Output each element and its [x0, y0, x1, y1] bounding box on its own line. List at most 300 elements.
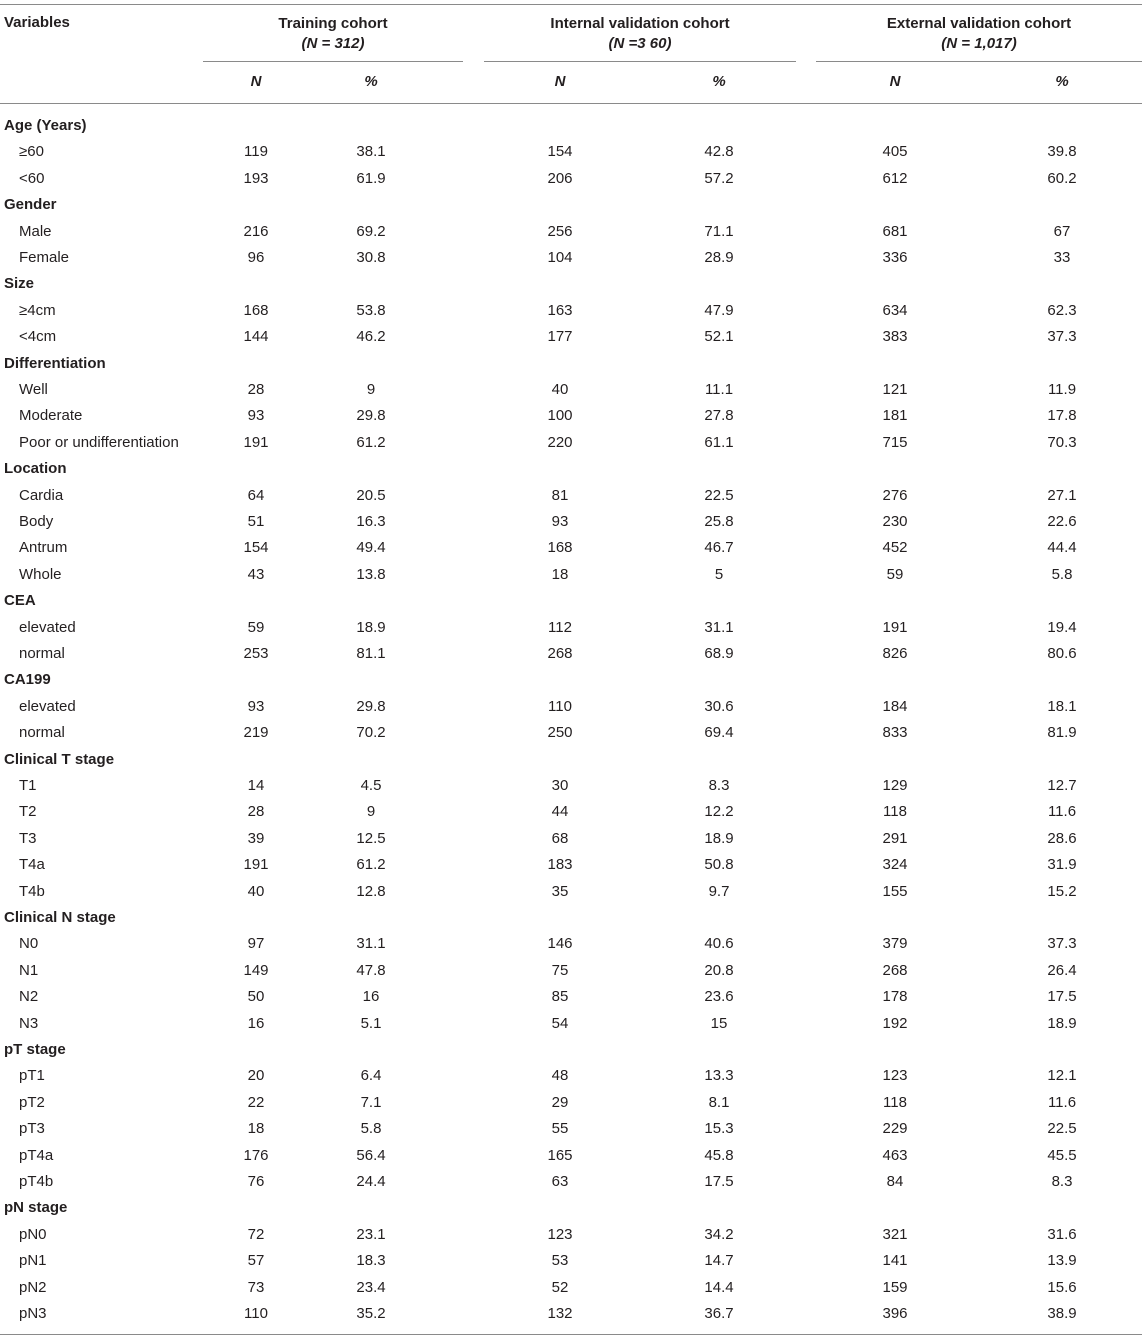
- category-label: Location: [4, 460, 67, 478]
- group-title: Training cohort: [278, 15, 388, 32]
- group-rule: [484, 61, 796, 62]
- row-label: ≥4cm: [19, 301, 56, 319]
- percent-cell: 81.1: [356, 645, 386, 662]
- percent-cell: 46.7: [704, 539, 734, 557]
- percent-cell: 13.3: [704, 1067, 734, 1085]
- count-cell: 20: [247, 1067, 265, 1085]
- percent-cell: 46.2: [356, 328, 386, 346]
- row-label: T4a: [19, 856, 45, 874]
- subheader-n: N: [889, 73, 901, 90]
- category-label: pT stage: [4, 1041, 66, 1058]
- row-label: pT1: [19, 1067, 45, 1085]
- count-cell: 219: [243, 724, 269, 742]
- percent-cell: 18.9: [356, 618, 386, 636]
- percent-cell: 28.9: [704, 249, 734, 266]
- percent-cell: 47.9: [704, 301, 734, 319]
- count-cell: 612: [882, 169, 908, 187]
- count-cell: 39: [247, 829, 265, 847]
- count-cell: 64: [247, 486, 265, 504]
- percent-cell: 13.8: [356, 565, 386, 583]
- count-cell: 181: [882, 407, 908, 425]
- row-label: elevated: [19, 697, 76, 715]
- percent-cell: 5.8: [360, 1120, 382, 1138]
- count-cell: 123: [882, 1067, 908, 1085]
- count-cell: 452: [882, 539, 908, 557]
- percent-cell: 8.3: [1051, 1173, 1073, 1190]
- percent-cell: 18.1: [1047, 697, 1077, 715]
- group-n-label: (N =3 60): [608, 35, 672, 52]
- count-cell: 35: [551, 882, 569, 900]
- row-label: N0: [19, 935, 39, 953]
- percent-cell: 11.9: [1047, 381, 1077, 398]
- percent-cell: 23.4: [356, 1278, 386, 1296]
- row-label: Well: [19, 381, 48, 398]
- count-cell: 681: [882, 222, 908, 240]
- count-cell: 826: [882, 645, 908, 662]
- count-cell: 40: [551, 381, 569, 398]
- table-row: [0, 615, 1145, 641]
- table-row: [0, 1011, 1145, 1037]
- percent-cell: 20.5: [356, 486, 386, 504]
- percent-cell: 22.6: [1047, 513, 1077, 530]
- row-label: pN2: [19, 1278, 47, 1296]
- row-label: <4cm: [19, 328, 57, 346]
- category-row: [0, 456, 1145, 482]
- count-cell: 149: [243, 961, 269, 979]
- percent-cell: 29.8: [356, 697, 386, 715]
- percent-cell: 23.6: [704, 988, 734, 1006]
- percent-cell: 70.2: [356, 724, 386, 742]
- row-label: pT2: [19, 1093, 45, 1111]
- count-cell: 40: [247, 882, 265, 900]
- table-row: [0, 324, 1145, 350]
- percent-cell: 11.1: [704, 381, 734, 398]
- percent-cell: 53.8: [356, 301, 386, 319]
- count-cell: 53: [551, 1252, 569, 1270]
- row-label: Moderate: [19, 407, 83, 425]
- percent-cell: 39.8: [1047, 143, 1077, 161]
- percent-cell: 70.3: [1047, 433, 1077, 451]
- count-cell: 154: [547, 143, 573, 161]
- percent-cell: 62.3: [1047, 301, 1077, 319]
- row-label: Whole: [19, 565, 62, 583]
- percent-cell: 5.1: [360, 1014, 382, 1032]
- count-cell: 43: [247, 565, 265, 583]
- count-cell: 155: [882, 882, 908, 900]
- percent-cell: 17.5: [1047, 988, 1077, 1006]
- percent-cell: 35.2: [356, 1305, 386, 1322]
- percent-cell: 34.2: [704, 1225, 734, 1243]
- percent-cell: 52.1: [704, 328, 734, 346]
- category-row: [0, 351, 1145, 377]
- percent-cell: 60.2: [1047, 169, 1077, 187]
- count-cell: 250: [547, 724, 573, 742]
- row-label: Poor or undifferentiation: [19, 433, 179, 451]
- count-cell: 168: [547, 539, 573, 557]
- count-cell: 118: [883, 1093, 907, 1111]
- percent-cell: 9: [366, 381, 376, 398]
- count-cell: 206: [547, 169, 573, 187]
- count-cell: 177: [547, 328, 573, 346]
- count-cell: 230: [882, 513, 908, 530]
- percent-cell: 26.4: [1047, 961, 1077, 979]
- percent-cell: 14.7: [704, 1252, 734, 1270]
- count-cell: 18: [247, 1120, 265, 1138]
- row-label: ≥60: [19, 143, 44, 161]
- count-cell: 96: [247, 249, 265, 266]
- count-cell: 59: [886, 565, 904, 583]
- row-label: N3: [19, 1014, 39, 1032]
- table-row: [0, 720, 1145, 746]
- count-cell: 154: [243, 539, 269, 557]
- bottom-rule: [0, 1334, 1142, 1335]
- percent-cell: 15.3: [704, 1120, 734, 1138]
- percent-cell: 47.8: [356, 961, 386, 979]
- percent-cell: 18.9: [1047, 1014, 1077, 1032]
- table-row: [0, 509, 1145, 535]
- count-cell: 178: [882, 988, 908, 1006]
- row-label: pN1: [19, 1252, 47, 1270]
- percent-cell: 8.1: [708, 1093, 730, 1111]
- percent-cell: 15: [710, 1014, 728, 1032]
- table-row: [0, 1063, 1145, 1089]
- table-row: [0, 562, 1145, 588]
- table-row: [0, 219, 1145, 245]
- percent-cell: 14.4: [704, 1278, 734, 1296]
- count-cell: 85: [551, 988, 569, 1006]
- category-label: Clinical T stage: [4, 750, 115, 768]
- category-row: [0, 271, 1145, 297]
- row-label: normal: [19, 724, 65, 742]
- count-cell: 220: [547, 433, 573, 451]
- table-row: [0, 799, 1145, 825]
- count-cell: 163: [547, 301, 573, 319]
- percent-cell: 27.8: [704, 407, 734, 425]
- percent-cell: 67: [1053, 222, 1071, 240]
- percent-cell: 25.8: [704, 513, 734, 530]
- internal-validation-cohort-header: [484, 14, 796, 54]
- group-title: External validation cohort: [886, 15, 1072, 32]
- percent-cell: 42.8: [704, 143, 734, 161]
- percent-cell: 18.3: [356, 1252, 386, 1270]
- percent-cell: 50.8: [704, 856, 734, 874]
- percent-cell: 9: [366, 803, 376, 821]
- percent-cell: 31.6: [1047, 1225, 1077, 1243]
- count-cell: 104: [547, 249, 573, 266]
- row-label: pT4b: [19, 1173, 54, 1190]
- count-cell: 268: [547, 645, 573, 662]
- table-row: [0, 430, 1145, 456]
- count-cell: 268: [882, 961, 908, 979]
- table-row: [0, 245, 1145, 271]
- category-row: [0, 667, 1145, 693]
- table-row: [0, 377, 1145, 403]
- table-row: [0, 139, 1145, 165]
- count-cell: 291: [882, 829, 908, 847]
- percent-cell: 57.2: [704, 169, 734, 187]
- percent-cell: 37.3: [1047, 328, 1077, 346]
- row-label: pN0: [19, 1225, 47, 1243]
- percent-cell: 45.5: [1047, 1146, 1077, 1164]
- row-label: T1: [19, 777, 37, 794]
- row-label: Female: [19, 249, 70, 266]
- category-row: [0, 1037, 1145, 1063]
- percent-cell: 30.8: [356, 249, 386, 266]
- percent-cell: 69.4: [704, 724, 734, 742]
- row-label: T3: [19, 829, 37, 847]
- count-cell: 76: [247, 1173, 265, 1190]
- row-label: Antrum: [19, 539, 68, 557]
- table-row: [0, 1301, 1145, 1327]
- percent-cell: 15.2: [1047, 882, 1077, 900]
- count-cell: 50: [247, 988, 265, 1006]
- count-cell: 84: [886, 1173, 904, 1190]
- table-row: [0, 773, 1145, 799]
- count-cell: 132: [547, 1305, 573, 1322]
- percent-cell: 49.4: [356, 539, 386, 557]
- count-cell: 63: [551, 1173, 569, 1190]
- category-label: Age (Years): [4, 117, 87, 134]
- group-n-label: (N = 312): [301, 35, 365, 52]
- category-label: Size: [4, 275, 35, 293]
- percent-cell: 17.8: [1047, 407, 1077, 425]
- table-row: [0, 1248, 1145, 1274]
- percent-cell: 23.1: [356, 1225, 386, 1243]
- count-cell: 192: [882, 1014, 908, 1032]
- percent-cell: 56.4: [356, 1146, 386, 1164]
- table-row: [0, 1222, 1145, 1248]
- count-cell: 193: [243, 169, 269, 187]
- percent-cell: 11.6: [1047, 803, 1077, 821]
- table-row: [0, 535, 1145, 561]
- subheader-percent: %: [1055, 73, 1069, 90]
- percent-cell: 29.8: [356, 407, 386, 425]
- row-label: Cardia: [19, 486, 64, 504]
- category-label: pN stage: [4, 1199, 68, 1217]
- category-row: [0, 1195, 1145, 1221]
- count-cell: 229: [882, 1120, 908, 1138]
- count-cell: 93: [551, 513, 569, 530]
- table-row: [0, 1169, 1145, 1195]
- percent-cell: 16.3: [356, 513, 386, 530]
- count-cell: 28: [247, 803, 265, 821]
- percent-cell: 12.1: [1047, 1067, 1077, 1085]
- percent-cell: 38.9: [1047, 1305, 1077, 1322]
- percent-cell: 5.8: [1051, 565, 1073, 583]
- row-label: N1: [19, 961, 39, 979]
- count-cell: 44: [551, 803, 569, 821]
- percent-cell: 44.4: [1047, 539, 1077, 557]
- row-label: Male: [19, 222, 52, 240]
- count-cell: 144: [243, 328, 269, 346]
- table-row: [0, 166, 1145, 192]
- count-cell: 121: [882, 381, 908, 398]
- percent-cell: 61.2: [356, 433, 386, 451]
- percent-cell: 69.2: [356, 222, 386, 240]
- count-cell: 176: [243, 1146, 269, 1164]
- count-cell: 336: [882, 249, 908, 266]
- row-label: pT3: [19, 1120, 45, 1138]
- count-cell: 715: [882, 433, 908, 451]
- percent-cell: 17.5: [704, 1173, 734, 1190]
- row-label: N2: [19, 988, 39, 1006]
- percent-cell: 71.1: [704, 222, 734, 240]
- percent-cell: 37.3: [1047, 935, 1077, 953]
- table-row: [0, 483, 1145, 509]
- count-cell: 110: [244, 1305, 268, 1322]
- percent-cell: 40.6: [704, 935, 734, 953]
- count-cell: 191: [243, 856, 269, 874]
- count-cell: 29: [551, 1093, 569, 1111]
- percent-cell: 27.1: [1047, 486, 1077, 504]
- count-cell: 28: [247, 381, 265, 398]
- count-cell: 119: [244, 143, 268, 161]
- percent-cell: 24.4: [356, 1173, 386, 1190]
- count-cell: 833: [882, 724, 908, 742]
- category-row: [0, 192, 1145, 218]
- percent-cell: 12.7: [1047, 777, 1077, 794]
- count-cell: 183: [547, 856, 573, 874]
- row-label: elevated: [19, 618, 76, 636]
- row-label: T4b: [19, 882, 45, 900]
- group-rule: [816, 61, 1142, 62]
- table-row: [0, 826, 1145, 852]
- count-cell: 321: [882, 1225, 908, 1243]
- table-row: [0, 298, 1145, 324]
- percent-cell: 68.9: [704, 645, 734, 662]
- table-row: [0, 403, 1145, 429]
- header-rule: [0, 103, 1142, 104]
- group-title: Internal validation cohort: [550, 15, 730, 32]
- category-label: Differentiation: [4, 354, 106, 372]
- category-label: CA199: [4, 671, 51, 689]
- count-cell: 59: [247, 618, 265, 636]
- count-cell: 16: [247, 1014, 265, 1032]
- count-cell: 159: [882, 1278, 908, 1296]
- percent-cell: 16: [362, 988, 380, 1006]
- count-cell: 191: [882, 618, 908, 636]
- count-cell: 81: [551, 486, 569, 504]
- count-cell: 97: [247, 935, 265, 953]
- percent-cell: 28.6: [1047, 829, 1077, 847]
- count-cell: 110: [548, 697, 572, 715]
- count-cell: 256: [547, 222, 573, 240]
- count-cell: 123: [547, 1225, 573, 1243]
- count-cell: 100: [547, 407, 573, 425]
- percent-cell: 15.6: [1047, 1278, 1077, 1296]
- percent-cell: 4.5: [360, 777, 382, 794]
- percent-cell: 30.6: [704, 697, 734, 715]
- category-label: Clinical N stage: [4, 909, 116, 926]
- count-cell: 379: [882, 935, 908, 953]
- row-label: normal: [19, 645, 65, 662]
- row-label: T2: [19, 803, 37, 821]
- percent-cell: 80.6: [1047, 645, 1077, 662]
- count-cell: 383: [882, 328, 908, 346]
- category-label: Gender: [4, 196, 57, 214]
- subheader-percent: %: [712, 73, 726, 90]
- percent-cell: 36.7: [704, 1305, 734, 1322]
- count-cell: 14: [247, 777, 265, 794]
- percent-cell: 81.9: [1047, 724, 1077, 742]
- percent-cell: 20.8: [704, 961, 734, 979]
- percent-cell: 12.8: [356, 882, 386, 900]
- count-cell: 184: [882, 697, 908, 715]
- table-row: [0, 852, 1145, 878]
- percent-cell: 7.1: [360, 1093, 382, 1111]
- table-row: [0, 694, 1145, 720]
- percent-cell: 9.7: [708, 882, 730, 900]
- count-cell: 112: [548, 618, 572, 636]
- percent-cell: 31.1: [704, 618, 734, 636]
- training-cohort-header: [203, 14, 463, 54]
- percent-cell: 31.9: [1047, 856, 1077, 874]
- percent-cell: 12.5: [356, 829, 386, 847]
- count-cell: 54: [551, 1014, 569, 1032]
- table-row: [0, 984, 1145, 1010]
- percent-cell: 18.9: [704, 829, 734, 847]
- row-label: <60: [19, 169, 45, 187]
- table-row: [0, 958, 1145, 984]
- count-cell: 93: [247, 697, 265, 715]
- count-cell: 118: [883, 803, 907, 821]
- table-row: [0, 1116, 1145, 1142]
- count-cell: 30: [551, 777, 569, 794]
- percent-cell: 61.9: [356, 169, 386, 187]
- subheader-percent: %: [364, 73, 378, 90]
- table-row: [0, 931, 1145, 957]
- percent-cell: 11.6: [1047, 1093, 1077, 1111]
- count-cell: 191: [243, 433, 269, 451]
- percent-cell: 61.2: [356, 856, 386, 874]
- category-label: CEA: [4, 592, 36, 610]
- group-rule: [203, 61, 463, 62]
- count-cell: 168: [243, 301, 269, 319]
- category-row: [0, 113, 1145, 139]
- count-cell: 57: [247, 1252, 265, 1270]
- count-cell: 396: [882, 1305, 908, 1322]
- count-cell: 405: [882, 143, 908, 161]
- row-label: pT4a: [19, 1146, 54, 1164]
- count-cell: 75: [551, 961, 569, 979]
- percent-cell: 6.4: [360, 1067, 382, 1085]
- category-row: [0, 588, 1145, 614]
- table-row: [0, 641, 1145, 667]
- percent-cell: 13.9: [1047, 1252, 1077, 1270]
- count-cell: 52: [551, 1278, 569, 1296]
- percent-cell: 61.1: [704, 433, 734, 451]
- percent-cell: 38.1: [356, 143, 386, 161]
- count-cell: 93: [247, 407, 265, 425]
- table-row: [0, 879, 1145, 905]
- count-cell: 22: [247, 1093, 265, 1111]
- row-label: pN3: [19, 1305, 47, 1322]
- count-cell: 48: [551, 1067, 569, 1085]
- count-cell: 165: [547, 1146, 573, 1164]
- external-validation-cohort-header: [816, 14, 1142, 54]
- count-cell: 141: [882, 1252, 908, 1270]
- count-cell: 276: [882, 486, 908, 504]
- table-row: [0, 1143, 1145, 1169]
- percent-cell: 8.3: [708, 777, 730, 794]
- percent-cell: 31.1: [356, 935, 386, 953]
- percent-cell: 22.5: [1047, 1120, 1077, 1138]
- count-cell: 146: [547, 935, 573, 953]
- percent-cell: 19.4: [1047, 618, 1077, 636]
- group-n-label: (N = 1,017): [941, 35, 1017, 52]
- category-row: [0, 905, 1145, 931]
- table-row: [0, 1275, 1145, 1301]
